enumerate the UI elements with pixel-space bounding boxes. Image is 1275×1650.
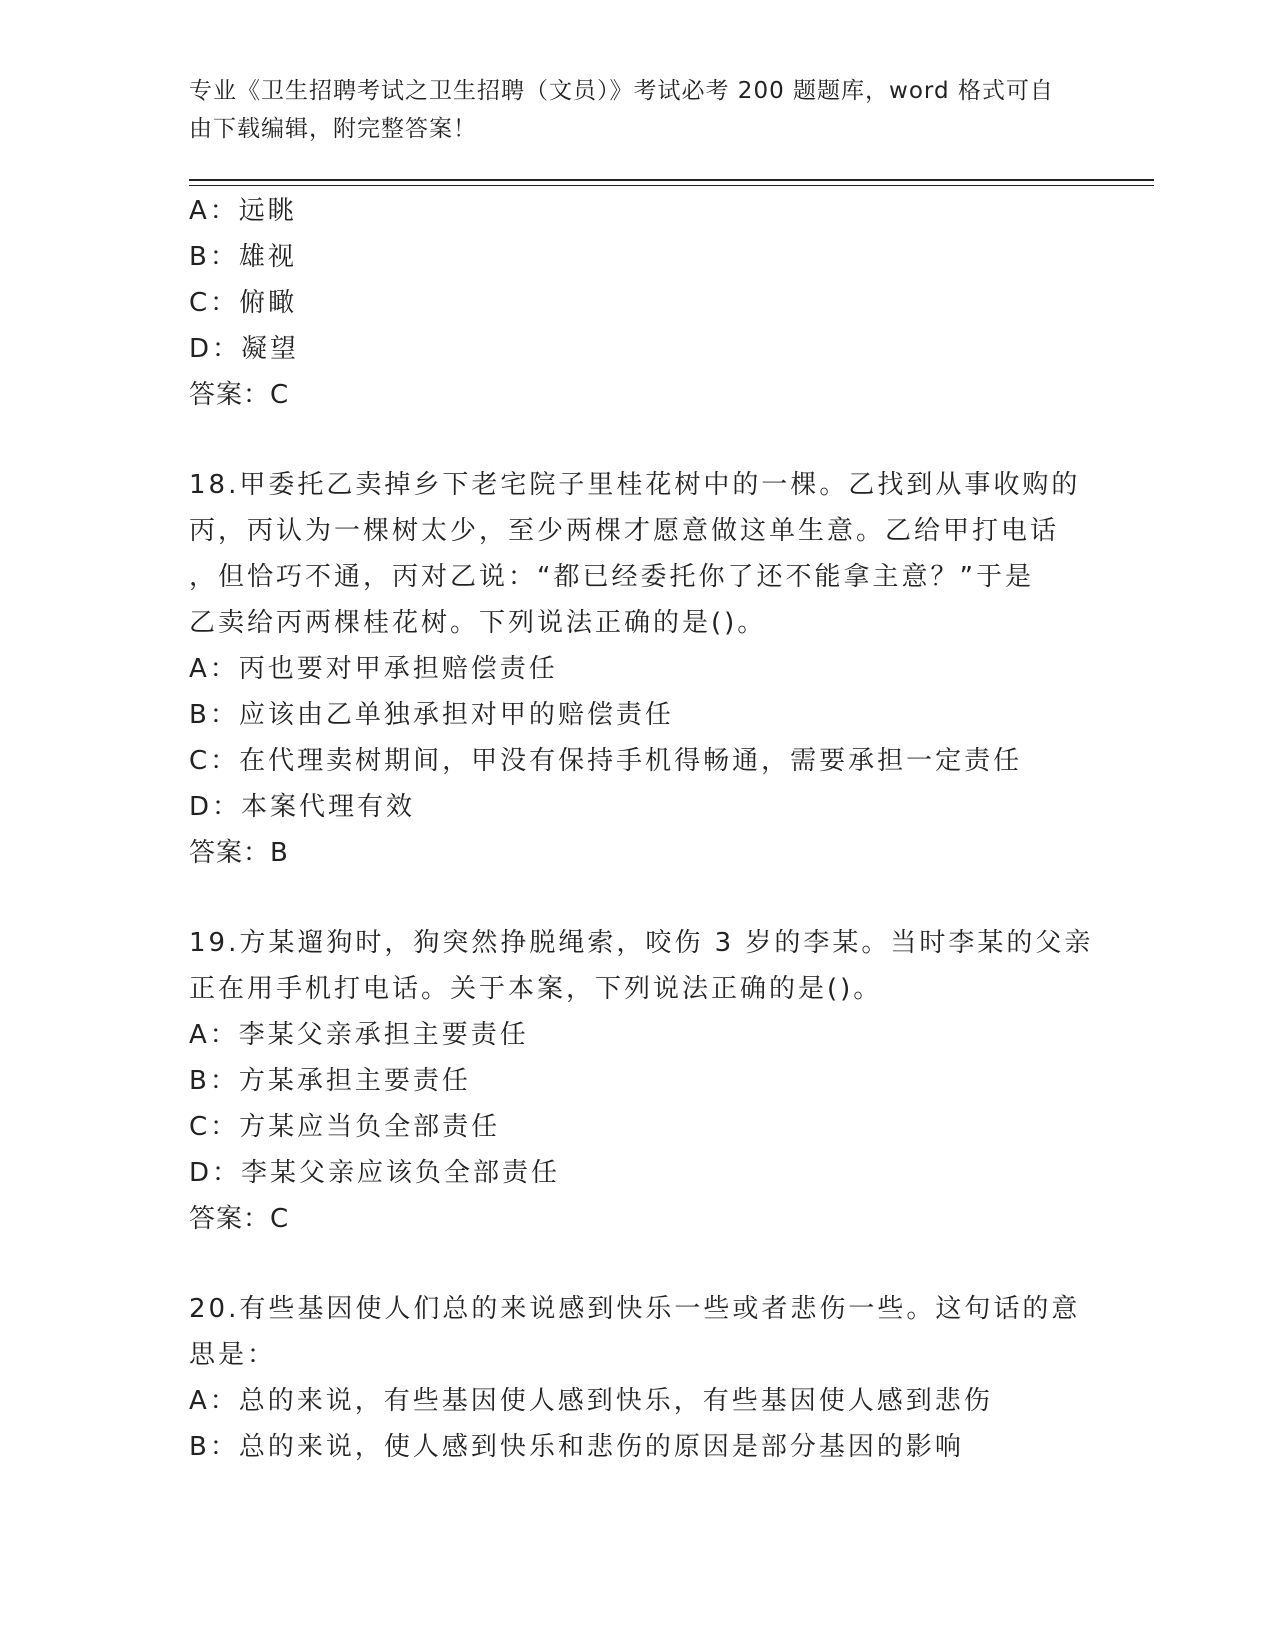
option-c: C：俯瞰 xyxy=(189,288,298,318)
option-b: B：方某承担主要责任 xyxy=(189,1066,471,1096)
answer-line: 答案：B xyxy=(189,838,289,868)
option-b: B：雄视 xyxy=(189,242,297,272)
question-stem-line: 正在用手机打电话。关于本案，下列说法正确的是()。 xyxy=(189,974,883,1004)
question-17-tail xyxy=(189,188,1089,418)
question-stem-line: 20.有些基因使人们总的来说感到快乐一些或者悲伤一些。这句话的意 xyxy=(189,1294,1081,1324)
option-a: A：远眺 xyxy=(189,196,297,226)
option-a: A：总的来说，有些基因使人感到快乐，有些基因使人感到悲伤 xyxy=(189,1386,993,1416)
question-stem-line: 18.甲委托乙卖掉乡下老宅院子里桂花树中的一棵。乙找到从事收购的 xyxy=(189,470,1081,500)
option-c: C：在代理卖树期间，甲没有保持手机得畅通，需要承担一定责任 xyxy=(189,746,1023,776)
option-d: D：李某父亲应该负全部责任 xyxy=(189,1158,561,1188)
answer-line: 答案：C xyxy=(189,380,290,410)
option-c: C：方某应当负全部责任 xyxy=(189,1112,501,1142)
option-d: D：本案代理有效 xyxy=(189,792,416,822)
option-a: A：李某父亲承担主要责任 xyxy=(189,1020,529,1050)
header-divider-thin xyxy=(189,185,1154,186)
header-divider-thick xyxy=(189,179,1154,181)
option-b: B：总的来说，使人感到快乐和悲伤的原因是部分基因的影响 xyxy=(189,1432,964,1462)
question-stem-line: 19.方某遛狗时，狗突然挣脱绳索，咬伤 3 岁的李某。当时李某的父亲 xyxy=(189,928,1094,958)
question-list xyxy=(189,188,1094,1470)
question-stem-line: 思是： xyxy=(189,1340,277,1370)
header-line-1: 专业《卫生招聘考试之卫生招聘（文员）》考试必考 200 题题库，word 格式可自 xyxy=(189,78,1054,104)
header-line-2: 由下载编辑，附完整答案！ xyxy=(189,116,477,142)
question-20 xyxy=(189,1286,1089,1470)
question-18 xyxy=(189,462,1089,876)
option-a: A：丙也要对甲承担赔偿责任 xyxy=(189,654,558,684)
question-stem-line: 乙卖给丙两棵桂花树。下列说法正确的是()。 xyxy=(189,608,767,638)
option-d: D：凝望 xyxy=(189,334,300,364)
option-b: B：应该由乙单独承担对甲的赔偿责任 xyxy=(189,700,674,730)
answer-line: 答案：C xyxy=(189,1204,290,1234)
question-19 xyxy=(189,920,1094,1242)
question-stem-line: ，但恰巧不通，丙对乙说：“都已经委托你了还不能拿主意？”于是 xyxy=(189,562,1034,592)
document-header xyxy=(189,72,1069,148)
question-stem-line: 丙，丙认为一棵树太少，至少两棵才愿意做这单生意。乙给甲打电话 xyxy=(189,516,1060,546)
